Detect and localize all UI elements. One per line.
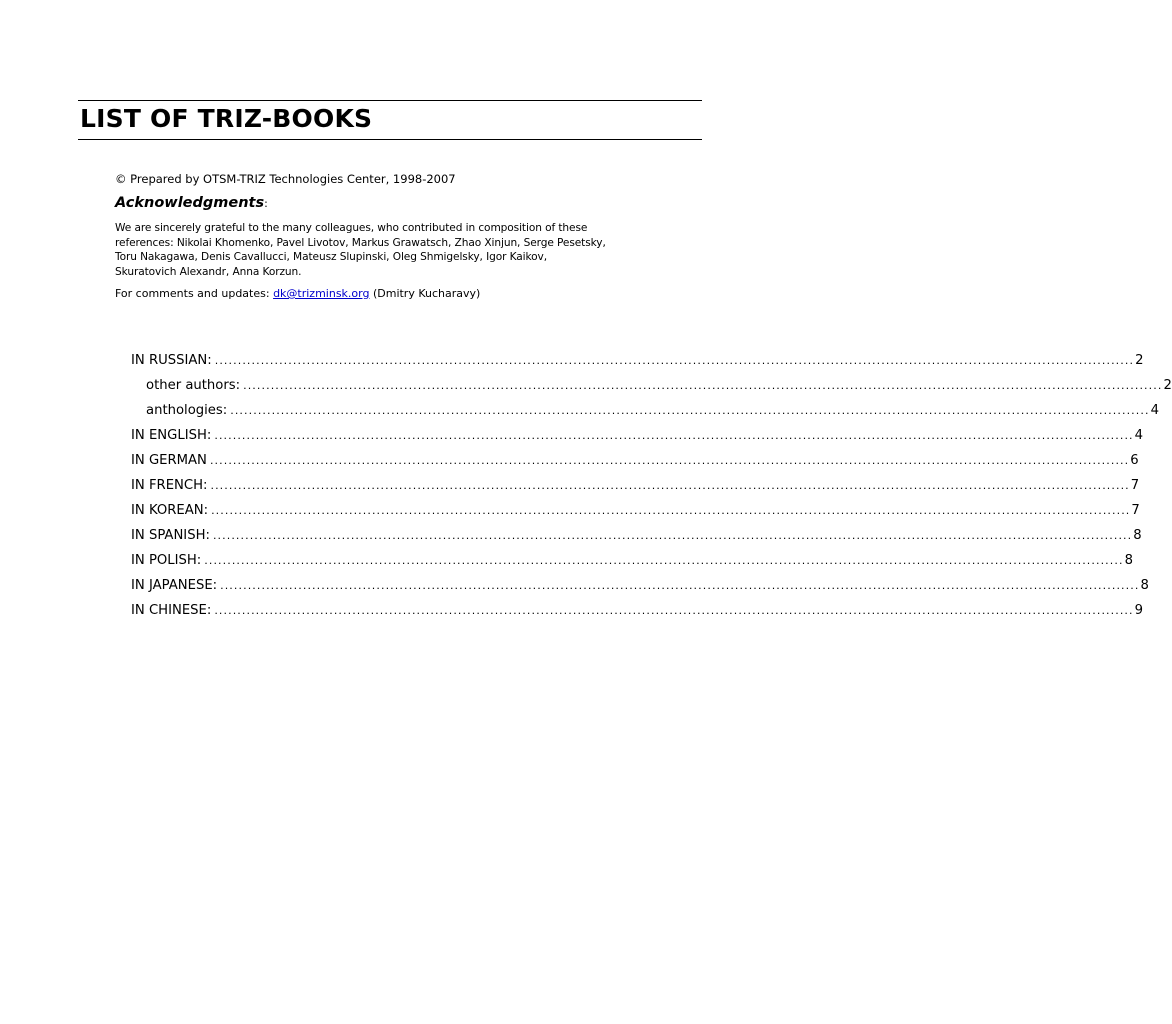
toc-entry-page: 4 (1150, 403, 1159, 418)
toc-entry-page: 7 (1131, 503, 1140, 518)
toc-entry-english[interactable] (131, 426, 1144, 446)
toc-entry-anthologies[interactable] (146, 401, 1159, 421)
toc-entry-label: IN CHINESE: (131, 603, 212, 618)
acknowledgments-line: Skuratovich Alexandr, Anna Korzun. (115, 265, 302, 278)
toc-entry-page: 2 (1135, 353, 1144, 368)
toc-leader-dots: ........................................................................................................................................................................................................ (220, 579, 1140, 592)
acknowledgments-line: Toru Nakagawa, Denis Cavallucci, Mateusz Slupinski, Oleg Shmigelsky, Igor Kaikov, (115, 251, 547, 264)
acknowledgments-line: We are sincerely grateful to the many colleagues, who contributed in composition of these (115, 222, 588, 234)
toc-entry-russian[interactable] (131, 351, 1144, 371)
acknowledgments-text (115, 221, 655, 279)
toc-leader-dots: ........................................................................................................................................................................................................ (211, 504, 1131, 517)
toc-entry-label: other authors: (146, 378, 241, 393)
toc-leader-dots: ........................................................................................................................................................................................................ (209, 454, 1130, 467)
toc-leader-dots: ........................................................................................................................................................................................................ (243, 379, 1163, 392)
toc-entry-page: 9 (1134, 603, 1144, 618)
toc-entry-polish[interactable] (131, 551, 1133, 571)
toc-entry-french[interactable] (131, 476, 1140, 496)
toc-entry-label: IN FRENCH: (131, 478, 208, 493)
toc-leader-dots: ........................................................................................................................................................................................................ (214, 604, 1134, 617)
toc-leader-dots: ........................................................................................................................................................................................................ (212, 529, 1133, 542)
toc-entry-japanese[interactable] (131, 576, 1149, 596)
document-title: LIST OF TRIZ-BOOKS (80, 104, 373, 133)
acknowledgments-heading-colon: : (264, 197, 268, 210)
toc-entry-label: anthologies: (146, 403, 228, 418)
toc-entry-label: IN GERMAN (131, 453, 207, 468)
toc-entry-label: IN POLISH: (131, 553, 202, 568)
toc-entry-page: 8 (1140, 578, 1149, 593)
title-block (78, 100, 702, 140)
toc-leader-dots: ........................................................................................................................................................................................................ (214, 429, 1134, 442)
toc-entry-page: 8 (1133, 528, 1142, 543)
email-link[interactable]: dk@trizminsk.org (273, 287, 370, 300)
toc-entry-spanish[interactable] (131, 526, 1142, 546)
comments-line (115, 287, 480, 301)
comments-suffix: (Dmitry Kucharavy) (369, 287, 481, 300)
toc-entry-page: 7 (1130, 478, 1140, 493)
toc-leader-dots: ........................................................................................................................................................................................................ (210, 479, 1130, 492)
toc-entry-german[interactable] (131, 451, 1139, 471)
toc-entry-label: IN RUSSIAN: (131, 353, 212, 368)
comments-prefix: For comments and updates: (115, 287, 274, 300)
toc-entry-page: 6 (1130, 453, 1139, 468)
toc-entry-korean[interactable] (131, 501, 1140, 521)
toc-entry-label: IN SPANISH: (131, 528, 210, 543)
toc-entry-other-authors[interactable] (146, 376, 1172, 396)
toc-entry-page: 8 (1124, 553, 1133, 568)
acknowledgments-heading-text: Acknowledgments (115, 195, 265, 211)
toc-entry-chinese[interactable] (131, 601, 1144, 621)
toc-leader-dots: ........................................................................................................................................................................................................ (214, 354, 1135, 367)
toc-entry-label: IN ENGLISH: (131, 428, 212, 443)
toc-leader-dots: ........................................................................................................................................................................................................ (230, 404, 1150, 417)
acknowledgments-line: references: Nikolai Khomenko, Pavel Livotov, Markus Grawatsch, Zhao Xinjun, Serge Pesetsky, (115, 236, 606, 249)
copyright-line: © Prepared by OTSM-TRIZ Technologies Center, 1998-2007 (115, 172, 456, 186)
toc-leader-dots: ........................................................................................................................................................................................................ (204, 554, 1124, 567)
toc-entry-label: IN JAPANESE: (131, 578, 218, 593)
toc-entry-page: 2 (1163, 378, 1172, 393)
toc-entry-page: 4 (1134, 428, 1144, 443)
acknowledgments-heading (115, 194, 268, 213)
toc-entry-label: IN KOREAN: (131, 503, 209, 518)
